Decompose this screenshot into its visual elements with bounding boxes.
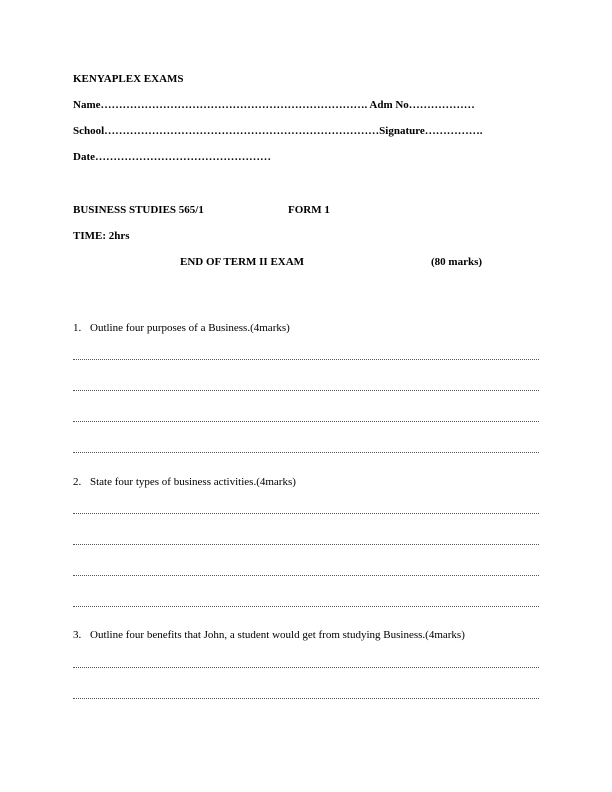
answer-line[interactable] xyxy=(73,513,539,514)
school-signature-field-line: School…………………………………………………………………Signature……………. xyxy=(73,125,483,137)
answer-line[interactable] xyxy=(73,421,539,422)
question-text: Outline four benefits that John, a student would get from studying Business.(4marks) xyxy=(90,629,465,641)
total-marks: (80 marks) xyxy=(431,256,483,268)
exam-title: END OF TERM II EXAM xyxy=(180,256,305,268)
name-adm-field-line: Name………………………………………………………………. Adm No……………… xyxy=(73,99,475,111)
question-1 xyxy=(73,321,290,335)
exam-provider-title: KENYAPLEX EXAMS xyxy=(73,73,184,85)
question-text: State four types of business activities.(4marks) xyxy=(90,476,296,488)
answer-line[interactable] xyxy=(73,698,539,699)
exam-duration: TIME: 2hrs xyxy=(73,230,130,242)
question-number: 3. xyxy=(73,629,82,641)
form-level: FORM 1 xyxy=(288,204,330,216)
date-field-line: Date………………………………………… xyxy=(73,151,271,163)
answer-line[interactable] xyxy=(73,359,539,360)
question-2 xyxy=(73,475,296,489)
answer-line[interactable] xyxy=(73,575,539,576)
answer-line[interactable] xyxy=(73,606,539,607)
question-text: Outline four purposes of a Business.(4marks) xyxy=(90,322,290,334)
answer-line[interactable] xyxy=(73,452,539,453)
answer-line[interactable] xyxy=(73,544,539,545)
subject-code: BUSINESS STUDIES 565/1 xyxy=(73,204,204,216)
question-number: 2. xyxy=(73,476,82,488)
question-3 xyxy=(73,628,465,642)
answer-line[interactable] xyxy=(73,390,539,391)
answer-line[interactable] xyxy=(73,667,539,668)
question-number: 1. xyxy=(73,322,82,334)
